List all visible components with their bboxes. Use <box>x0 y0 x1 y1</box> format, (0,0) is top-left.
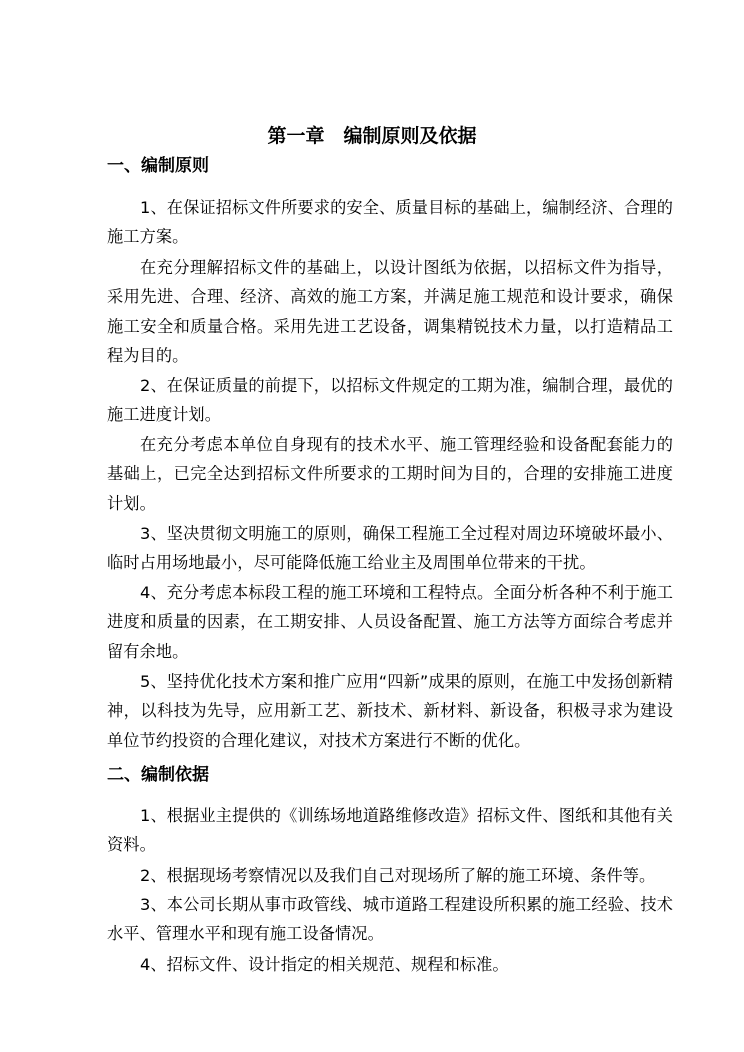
section-heading-principles: 一、编制原则 <box>107 156 209 176</box>
paragraph-principle-2: 2、在保证质量的前提下，以招标文件规定的工期为准，编制合理，最优的施工进度计划。 <box>107 376 673 425</box>
paragraph-basis-4: 4、招标文件、设计指定的相关规范、规程和标准。 <box>140 955 509 974</box>
paragraph-principle-1-detail: 在充分理解招标文件的基础上，以设计图纸为依据，以招标文件为指导，采用先进、合理、经济、高效的施工方案，并满足施工规范和设计要求，确保施工安全和质量合格。采用先进工艺设备，调集精锐技术力量，以打造精品工程为目的。 <box>107 258 673 366</box>
paragraph-basis-3: 3、本公司长期从事市政管线、城市道路工程建设所积累的施工经验、技术水平、管理水平和现有施工设备情况。 <box>107 895 673 944</box>
paragraph-principle-3: 3、坚决贯彻文明施工的原则，确保工程施工全过程对周边环境破坏最小、临时占用场地最小，尽可能降低施工给业主及周围单位带来的干扰。 <box>107 524 673 573</box>
paragraph-basis-2: 2、根据现场考察情况以及我们自己对现场所了解的施工环境、条件等。 <box>140 866 656 885</box>
paragraph-principle-2-detail: 在充分考虑本单位自身现有的技术水平、施工管理经验和设备配套能力的基础上，已完全达到招标文件所要求的工期时间为目的，合理的安排施工进度计划。 <box>107 435 673 513</box>
chapter-title: 第一章 编制原则及依据 <box>267 125 477 147</box>
paragraph-principle-4: 4、充分考虑本标段工程的施工环境和工程特点。全面分析各种不利于施工进度和质量的因素，在工期安排、人员设备配置、施工方法等方面综合考虑并留有余地。 <box>107 583 673 661</box>
paragraph-principle-1: 1、在保证招标文件所要求的安全、质量目标的基础上，编制经济、合理的施工方案。 <box>107 198 673 247</box>
paragraph-basis-1: 1、根据业主提供的《训练场地道路维修改造》招标文件、图纸和其他有关资料。 <box>107 806 673 855</box>
paragraph-principle-5: 5、坚持优化技术方案和推广应用“四新”成果的原则，在施工中发扬创新精神，以科技为先导，应用新工艺、新技术、新材料、新设备，积极寻求为建设单位节约投资的合理化建议，对技术方案进行不断的优化。 <box>107 672 673 750</box>
section-heading-basis: 二、编制依据 <box>107 765 209 785</box>
